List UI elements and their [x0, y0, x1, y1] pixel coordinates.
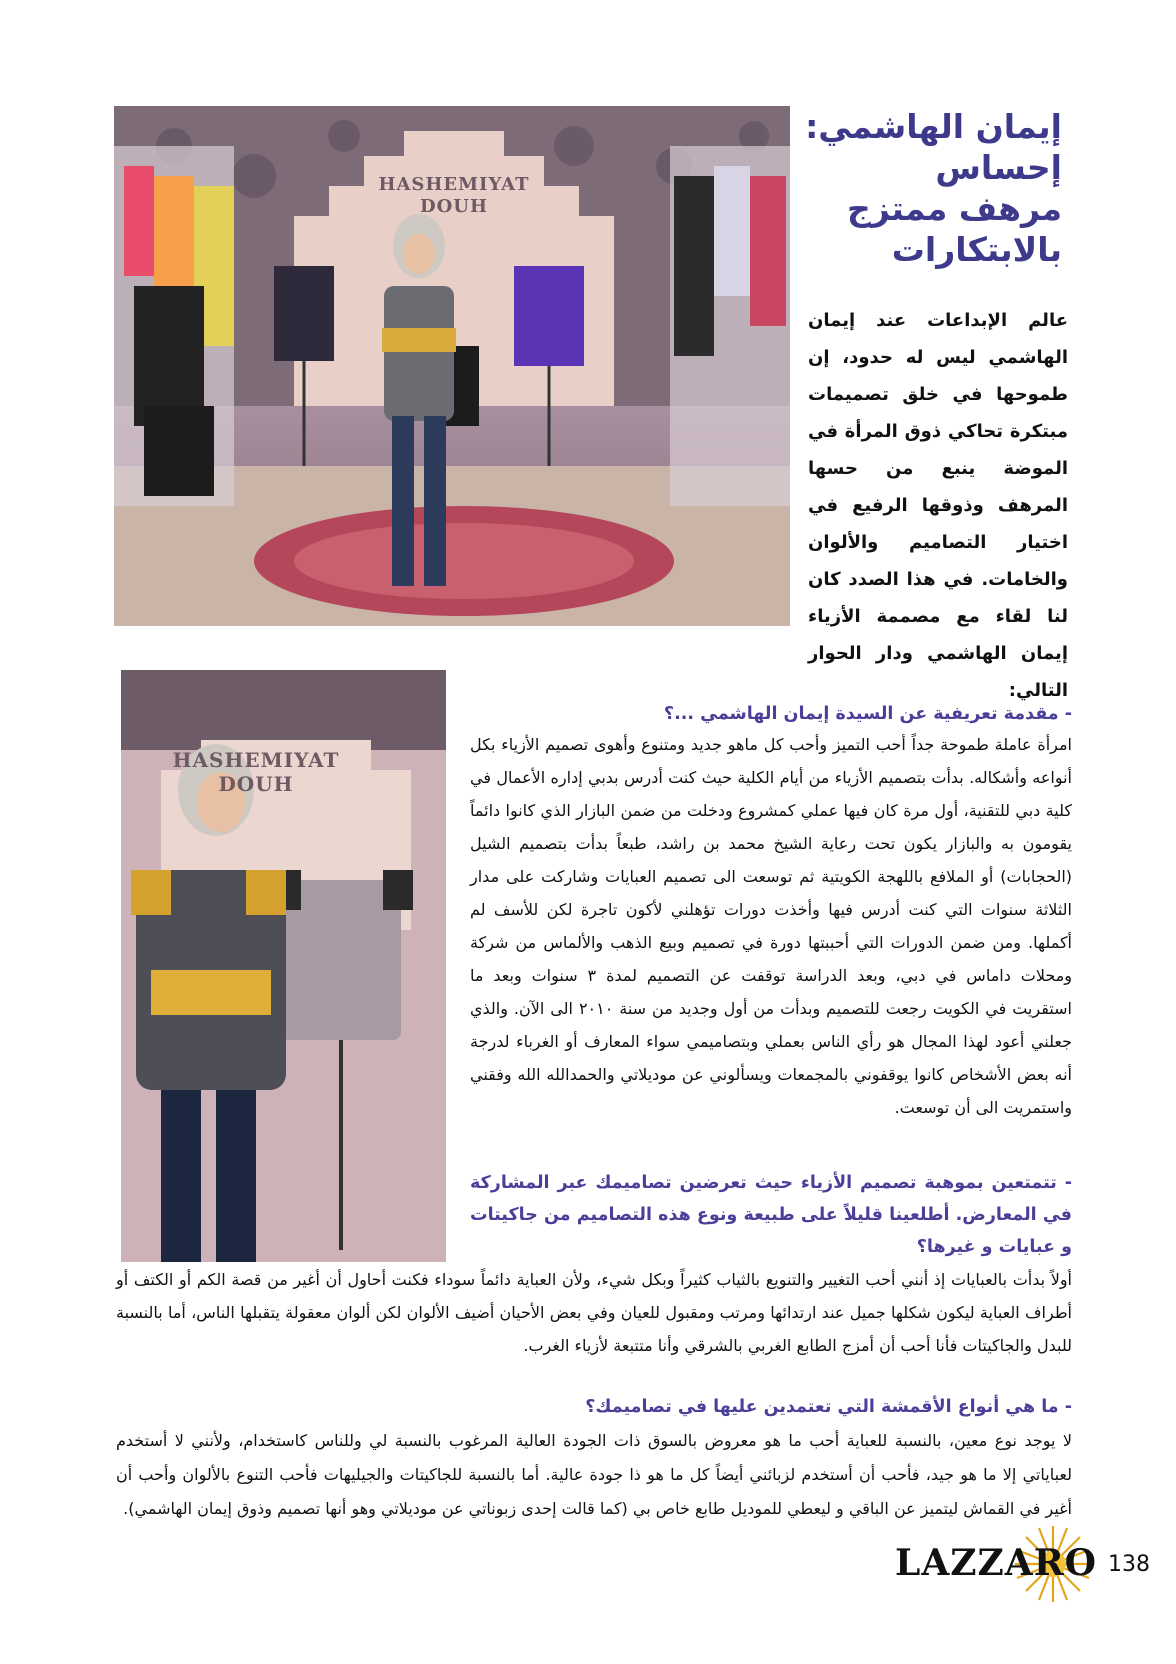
article-title	[800, 106, 1062, 270]
brand-name: LAZZARO	[895, 1542, 1098, 1584]
answer-3: لا يوجد نوع معين، بالنسبة للعباية أحب ما هو معروض بالسوق ذات الجودة العالية المرغوب بالنسبة لي وللناس كاستخدام، ولأنني لا أستخدم لعباياتي إلا ما هو جيد، فأحب أن أستخدم لزبائني أيضاً كل ما هو ذا جودة عالية. أما بالنسبة للجاكيتات والجيليهات فأحب التنوع بالألوان وأحب أن أغير في القماش ليتميز عن الباقي و ليعطي للموديل طابع خاص بي (كما قالت إحدى زبوناتي عن موديلاتي وهو أنها تصميم وذوق إيمان الهاشمي).	[116, 1431, 1072, 1518]
question-3: - ما هي أنواع الأقمشة التي تعتمدين عليها في تصاميمك؟	[585, 1397, 1072, 1417]
page-number: 138	[1108, 1552, 1150, 1577]
article-intro: عالم الإبداعات عند إيمان الهاشمي ليس له حدود، إن طموحها في خلق تصميمات مبتكرة تحاكي ذوق المرأة في الموضة ينبع من حسها المرهف وذوقها الرفيع في اختيار التصاميم والألوان والخامات. في هذا الصدد كان لنا لقاء مع مصممة الأزياء إيمان الهاشمي ودار الحوار التالي:	[808, 310, 1068, 701]
question-1: - مقدمة تعريفية عن السيدة إيمان الهاشمي ...؟	[663, 704, 1072, 724]
portrait-photo	[121, 670, 446, 1262]
title-line-3: مرهف ممتزج	[847, 189, 1062, 228]
brand-logo	[895, 1530, 1105, 1600]
title-line-2: إحساس	[935, 148, 1062, 187]
answer-1: امرأة عاملة طموحة جداً أحب التميز وأحب كل ماهو جديد ومتنوع وأهوى تصميم الأزياء بكل أنواعه وأشكاله. بدأت بتصميم الأزياء من أيام الكلية حيث كنت أدرس بدبي إداره الأعمال في كلية دبي للتقنية، أول مرة كان فيها عملي كمشروع ودخلت من ضمن البازار الذي كانوا دائماً يقومون به والبازار يكون تحت رعاية الشيخ محمد بن راشد، طبعاً بدأت بتصميم الشيل (الحجابات) أو الملافع باللهجة الكويتية ثم توسعت الى تصميم العبايات وشاركت على مدار الثلاثة سنوات التي كنت أدرس فيها وأخذت دورات تؤهلني لأكون تاجرة لكن للأسف لم أكملها. ومن ضمن الدورات التي أحببتها دورة في تصميم وبيع الذهب والألماس من شركة ومحلات داماس في دبي، وبعد الدراسة توقفت عن التصميم لمدة ٣ سنوات وبعد ما استقريت في الكويت رجعت للتصميم وبدأت من أول وجديد من سنة ٢٠١٠ الى الآن. والذي جعلني أعود لهذا المجال هو رأي الناس بعملي وبتصاميمي سواء المعارف أو الغرباء لدرجة أنه بعض الأشخاص كانوا يوقفوني بالمجمعات ويسألوني عن موديلاتي والحمدالله الله وفقني واستمريت الى أن توسعت.	[470, 735, 1072, 1117]
booth-sign: HASHEMIYAT DOUH	[378, 174, 530, 217]
question-2: - تتمتعين بموهبة تصميم الأزياء حيث تعرضين تصاميمك عبر المشاركة في المعارض. أطلعينا قليلاً على طبيعة ونوع هذه التصاميم من جاكيتات و عبايات و غيرها؟	[470, 1173, 1072, 1257]
booth-photo	[114, 106, 790, 626]
portrait-sign: HASHEMIYAT DOUH	[172, 748, 340, 796]
title-line-1: إيمان الهاشمي:	[805, 107, 1062, 146]
answer-2: أولاً بدأت بالعبايات إذ أنني أحب التغيير والتنويع بالثياب كثيراً وبكل شيء، ولأن العباية دائماً سوداء فكنت أحاول أن أغير من قصة الكم أو الكتف أو أطراف العباية ليكون شكلها جميل عند ارتدائها ومرتب ومقبول للعيان وفي بعض الأحيان أضيف الألوان لكن ألوان معقولة يتقبلها الناس، أما بالنسبة للبدل والجاكيتات فأنا أحب أن أمزج الطابع الغربي بالشرقي وأنا متتبعة لأزياء الغرب.	[116, 1270, 1072, 1355]
title-line-4: بالابتكارات	[891, 230, 1062, 269]
